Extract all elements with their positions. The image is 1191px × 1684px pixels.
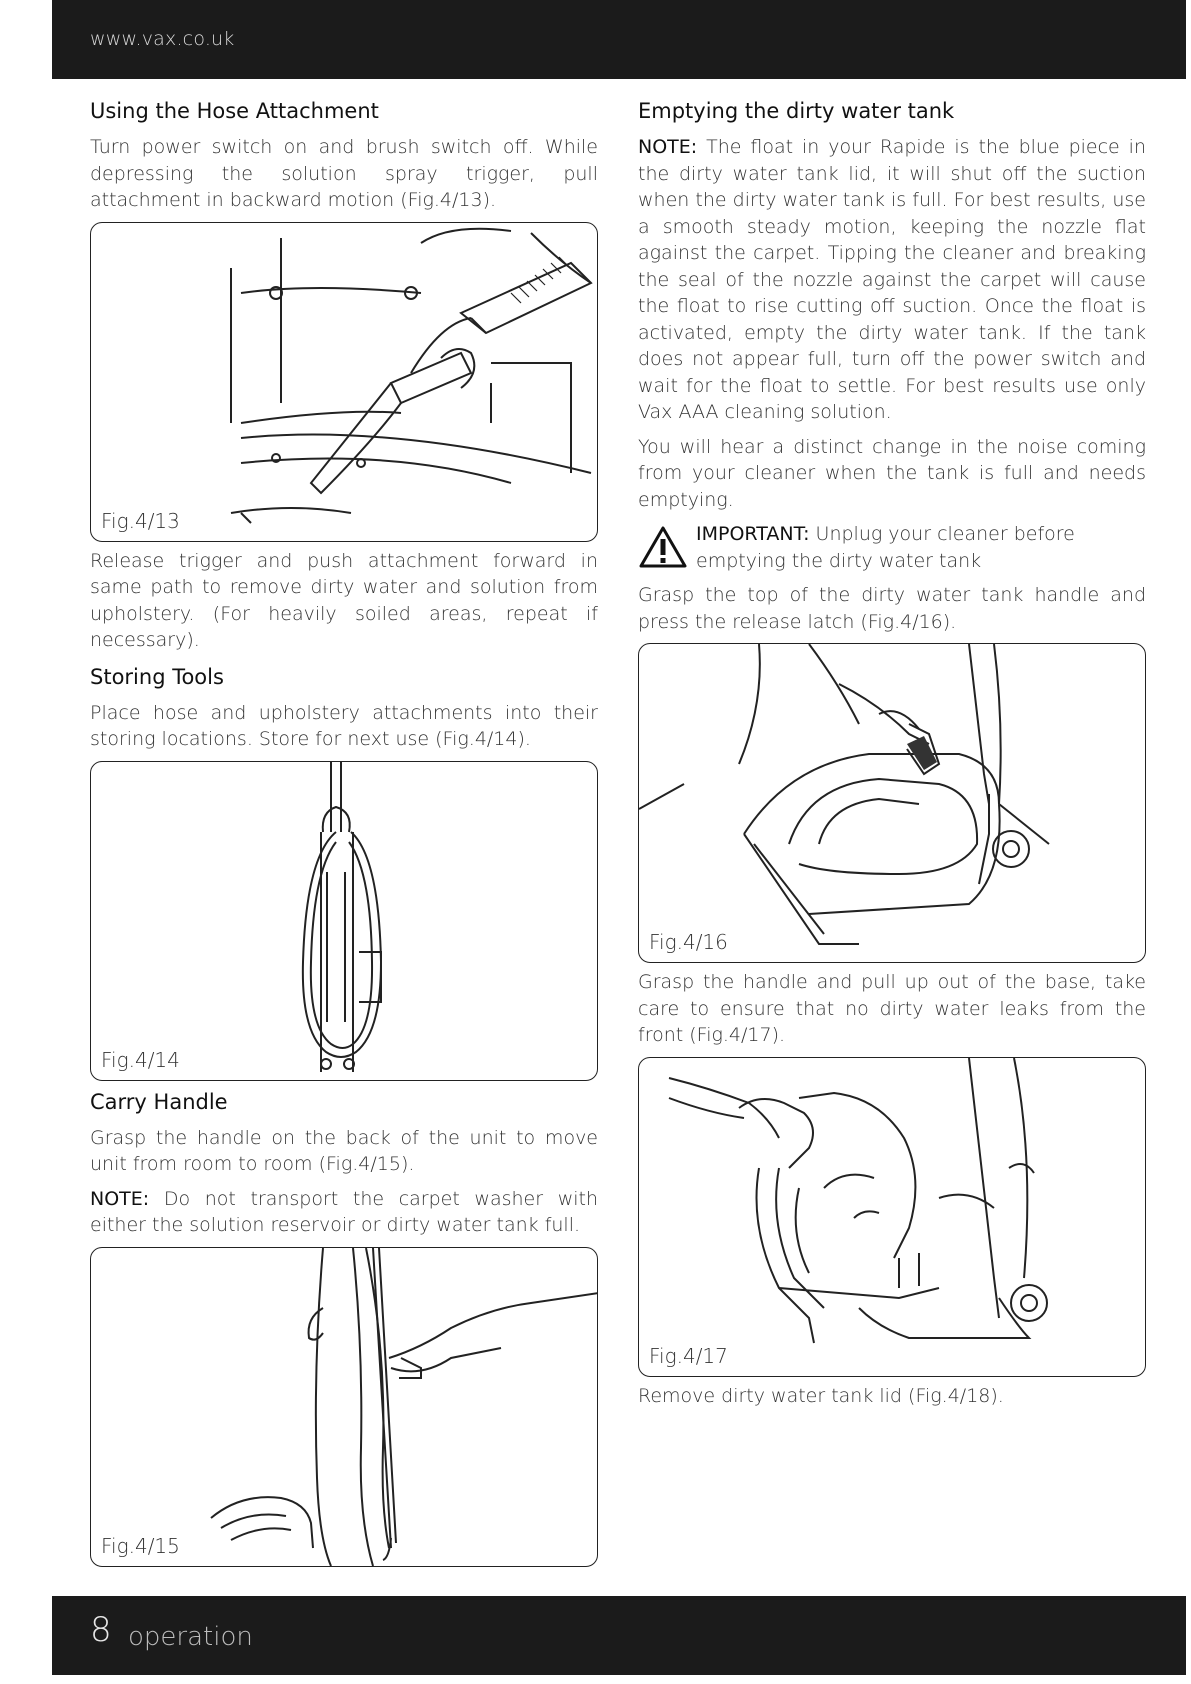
figure-caption: Fig.4/17 xyxy=(649,1343,728,1368)
figure-caption: Fig.4/14 xyxy=(101,1047,180,1072)
carry-handle-illustration xyxy=(91,1248,598,1566)
warning-triangle-icon xyxy=(638,525,688,569)
header-bar xyxy=(52,0,1186,79)
emptying-tank-heading: Emptying the dirty water tank xyxy=(638,99,955,123)
storing-tools-text: Place hose and upholstery attachments into their storing locations. Store for next use (Fig.4/14). xyxy=(90,701,598,750)
hose-attachment-heading: Using the Hose Attachment xyxy=(90,99,379,123)
release-latch-illustration xyxy=(639,644,1146,962)
grasp-top-text: Grasp the top of the dirty water tank handle and press the release latch (Fig.4/16). xyxy=(638,584,1146,633)
figure-caption: Fig.4/16 xyxy=(649,930,728,954)
hose-attachment-text: Turn power switch on and brush switch off. While depressing the solution spray trigger, pull attachment in backward motion (Fig.4/13). xyxy=(90,136,598,211)
page-number: 8 xyxy=(90,1610,112,1650)
float-note xyxy=(638,134,1146,426)
note-label: NOTE: xyxy=(638,136,698,158)
important-body: Unplug your cleaner before emptying the dirty water tank xyxy=(696,523,1075,572)
important-label: IMPORTANT: xyxy=(696,523,810,545)
figure-4-17 xyxy=(638,1057,1146,1377)
note-text: Do not transport the carpet washer with either the solution reservoir or dirty water tank full. xyxy=(90,1187,598,1236)
stored-tools-illustration xyxy=(91,762,598,1080)
figure-4-14 xyxy=(90,761,598,1081)
figure-4-16 xyxy=(638,643,1146,963)
left-column xyxy=(90,96,598,1573)
remove-lid-text: Remove dirty water tank lid (Fig.4/18). xyxy=(638,1384,1004,1407)
figure-4-15 xyxy=(90,1247,598,1567)
storing-tools-heading: Storing Tools xyxy=(90,664,224,689)
footer-bar xyxy=(52,1596,1186,1675)
figure-caption: Fig.4/13 xyxy=(101,508,180,533)
lift-tank-illustration xyxy=(639,1058,1146,1376)
important-text xyxy=(696,521,1146,574)
figure-caption: Fig.4/15 xyxy=(101,1533,180,1558)
right-column xyxy=(638,96,1146,1417)
carry-handle-text: Grasp the handle on the back of the unit to move unit from room to room (Fig.4/15). xyxy=(90,1126,598,1175)
noise-text: You will hear a distinct change in the noise coming from your cleaner when the tank is full and needs emptying. xyxy=(638,435,1146,511)
figure-4-13 xyxy=(90,222,598,542)
note-label: NOTE: xyxy=(90,1187,150,1210)
note-text: The float in your Rapide is the blue piece in the dirty water tank lid, it will shut off the suction when the dirty water tank is full. For best results, use a smooth steady motion, keeping the nozzle flat against the carpet. Tipping the cleaner and breaking the seal of the nozzle against the carpet will cause the float to rise cutting off suction. Once the float is activated, empty the dirty water tank. If the tank does not appear full, turn off the power switch and wait for the float to settle. For best results use only Vax AAA cleaning solution. xyxy=(638,136,1146,423)
release-trigger-text: Release trigger and push attachment forward in same path to remove dirty water and solution from upholstery. (For heavily soiled areas, repeat if necessary). xyxy=(90,549,598,651)
carry-handle-heading: Carry Handle xyxy=(90,1089,228,1114)
section-title: operation xyxy=(128,1622,253,1652)
carry-handle-note xyxy=(90,1186,598,1239)
important-warning xyxy=(638,521,1146,574)
grasp-handle-text: Grasp the handle and pull up out of the base, take care to ensure that no dirty water leaks from the front (Fig.4/17). xyxy=(638,971,1146,1046)
hose-upholstery-illustration xyxy=(91,223,598,541)
website-url[interactable]: www.vax.co.uk xyxy=(90,28,235,50)
